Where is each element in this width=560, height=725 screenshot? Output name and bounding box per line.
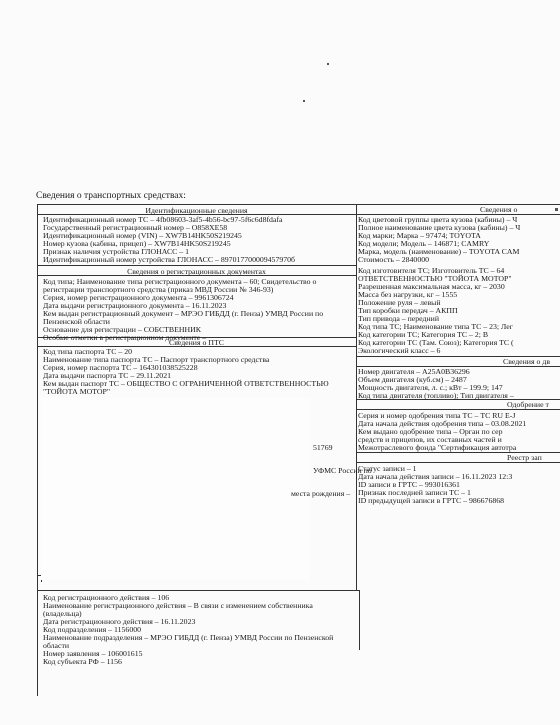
left-section-title-reg-docs: Сведения о регистрационных документах xyxy=(127,267,266,276)
reg-doc-number-line: Серия, номер регистрационного документа – 9961306724 xyxy=(43,293,234,302)
pts-number-line: Серия, номер паспорта ТС – 164301038525228 xyxy=(43,363,198,372)
make-line: Код марки; Марка – 97474; TOYOTA xyxy=(358,231,481,240)
plate-number-line: Государственный регистрационный номер – О858ХЕ58 xyxy=(43,223,228,232)
pts-type-code-line: Код типа паспорта ТС – 20 xyxy=(43,347,132,356)
cost-line: Стоимость – 2840000 xyxy=(358,255,430,264)
manufacturer-line-cont: ОТВЕТСТВЕННОСТЬЮ "ТОЙОТА МОТОР" xyxy=(358,274,512,283)
reg-doc-issuer-line: Кем выдан регистрационный документ – МРЭО ГИБДД (г. Пенза) УМВД России по xyxy=(43,309,324,318)
scan-speck xyxy=(327,63,329,65)
reg-doc-issuer-line-cont: Пензенской области xyxy=(43,317,110,326)
right-section-title-approval: Одобрение т xyxy=(507,400,549,409)
region-code-line: Код субъекта РФ – 1156 xyxy=(43,657,122,666)
previous-record-id-line: ID предыдущей записи в ГРТС – 986676868 xyxy=(358,496,505,505)
engine-number-line: Номер двигателя – A25A0B36296 xyxy=(358,367,470,376)
eco-class-line: Экологический класс – 6 xyxy=(358,346,441,355)
approval-number-line: Серия и номер одобрения типа ТС – ТС RU E-J xyxy=(358,411,516,420)
redacted-fragment-ufms: УФМС России по xyxy=(313,466,372,475)
approval-date-line: Дата начала действия одобрения типа – 03.08.2021 xyxy=(358,419,527,428)
division-code-line: Код подразделения – 1156000 xyxy=(43,625,142,634)
engine-fuel-line: Код типа двигателя (топливо); Тип двигателя – xyxy=(358,391,514,400)
reg-doc-type-line: Код типа; Наименование типа регистрационного документа – 60; Свидетельство о xyxy=(43,277,317,286)
right-section-title-vehicle: Сведения о xyxy=(480,205,518,214)
pts-type-name-line: Наименование типа паспорта ТС – Паспорт транспортного средства xyxy=(43,355,270,364)
approval-issuer-line-cont2: Межотраслевого фонда "Сертификация автотра xyxy=(358,443,517,452)
special-marks-line: Особые отметки в регистрационном документе – xyxy=(43,333,207,342)
max-mass-line: Разрешенная максимальная масса, кг – 2030 xyxy=(358,282,505,291)
right-section-title-engine: Сведения о дв xyxy=(503,357,550,366)
unladen-mass-line: Масса без нагрузки, кг – 1555 xyxy=(358,290,458,299)
registration-basis-line: Основание для регистрации – СОБСТВЕННИК xyxy=(43,325,201,334)
page-heading: Сведения о транспортных средствах: xyxy=(36,191,186,201)
vehicle-type-line: Код типа ТС; Наименование типа ТС – 23; Лег xyxy=(358,322,513,331)
record-id-line: ID записи в ГРТС – 993016361 xyxy=(358,480,460,489)
redacted-fragment-number: 51769 xyxy=(313,443,333,452)
steering-position-line: Положение руля – левый xyxy=(358,298,441,307)
table-left-border xyxy=(37,204,38,696)
reg-action-name-line: Наименование регистрационного действия – В связи с изменением собственника xyxy=(43,601,313,610)
approval-issuer-line: Кем выдано одобрение типа – Орган по сер xyxy=(358,427,503,436)
reg-action-date-line: Дата регистрационного действия – 16.11.2023 xyxy=(43,617,196,626)
reg-doc-type-line-cont: регистрации транспортного средства (приказ МВД России № 346-93) xyxy=(43,285,274,294)
left-section-title-identification: Идентификационные сведения xyxy=(145,206,248,215)
color-name-line: Полное наименование цвета кузова (кабины) – Ч xyxy=(358,223,521,232)
bottom-block-top-rule xyxy=(37,590,360,591)
approval-issuer-line-cont: средств и прицепов, их составных частей и xyxy=(358,435,502,444)
column-divider xyxy=(356,204,357,590)
division-name-line: Наименование подразделения – МРЭО ГИБДД (г. Пенза) УМВД России по Пензенской xyxy=(43,633,334,642)
application-number-line: Номер заявления – 106001615 xyxy=(43,649,143,658)
customs-category-line: Код категории ТС (Там. Союз); Категория ТС ( xyxy=(358,338,514,347)
glonass-flag-line: Признак наличия устройства ГЛОНАСС – 1 xyxy=(43,247,190,256)
engine-power-line: Мощность двигателя, л. с.; кВт – 199.9; 147 xyxy=(358,383,503,392)
reg-doc-date-line: Дата выдачи регистрационного документа – 16.11.2023 xyxy=(43,301,227,310)
division-name-line-cont: области xyxy=(43,641,70,650)
reg-action-name-line-cont: (владельца) xyxy=(43,609,82,618)
gearbox-line: Тип коробки передач – АКПП xyxy=(358,306,458,315)
redacted-fragment-birthplace: места рождения – xyxy=(291,489,351,498)
vehicle-id-line: Идентификационный номер ТС – 4fb08603-3af5-4b56-bc97-5f6c6d8fdafa xyxy=(43,215,283,224)
left-sec2-top-rule xyxy=(37,265,356,266)
make-model-name-line: Марка, модель (наименование) – TOYOTA CAM xyxy=(358,247,520,256)
last-record-flag-line: Признак последней записи ТС – 1 xyxy=(358,488,471,497)
right-section-title-registry: Реестр зап xyxy=(507,453,542,462)
redacted-area xyxy=(41,398,310,580)
pts-issuer-line: Кем выдан паспорт ТС – ОБЩЕСТВО С ОГРАНИЧЕННОЙ ОТВЕТСТВЕННОСТЬЮ xyxy=(43,379,329,388)
color-group-code-line: Код цветовой группы цвета кузова (кабины) – Ч xyxy=(358,215,518,224)
vin-line: Идентификационный номер (VIN) – XW7B14HK50S219245 xyxy=(43,231,242,240)
pts-date-line: Дата выдачи паспорта ТС – 29.11.2021 xyxy=(43,371,171,380)
manufacturer-line: Код изготовителя ТС; Изготовитель ТС – 64 xyxy=(358,266,505,275)
scan-speck xyxy=(303,100,305,102)
record-start-date-line: Дата начала действия записи – 16.11.2023 12:3 xyxy=(358,472,513,481)
model-line: Код модели; Модель – 146871; CAMRY xyxy=(358,239,490,248)
body-number-line: Номер кузова (кабина, прицеп) – XW7B14HK50S219245 xyxy=(43,239,231,248)
reg-action-code-line: Код регистрационного действия – 106 xyxy=(43,593,170,602)
record-status-line: Статус записи – 1 xyxy=(358,464,417,473)
bottom-block-right-border xyxy=(359,590,360,650)
glonass-id-line: Идентификационный номер устройства ГЛОНАСС – 897017700009457970б xyxy=(43,255,296,264)
drive-type-line: Тип привода – передний xyxy=(358,314,440,323)
left-section-title-pts: Сведения о ПТС xyxy=(169,338,224,347)
pts-issuer-line-cont: "ТОЙОТА МОТОР" xyxy=(43,387,111,396)
engine-volume-line: Объем двигателя (куб.см) – 2487 xyxy=(358,375,467,384)
vehicle-category-line: Код категории ТС; Категория ТС – 2; B xyxy=(358,330,489,339)
